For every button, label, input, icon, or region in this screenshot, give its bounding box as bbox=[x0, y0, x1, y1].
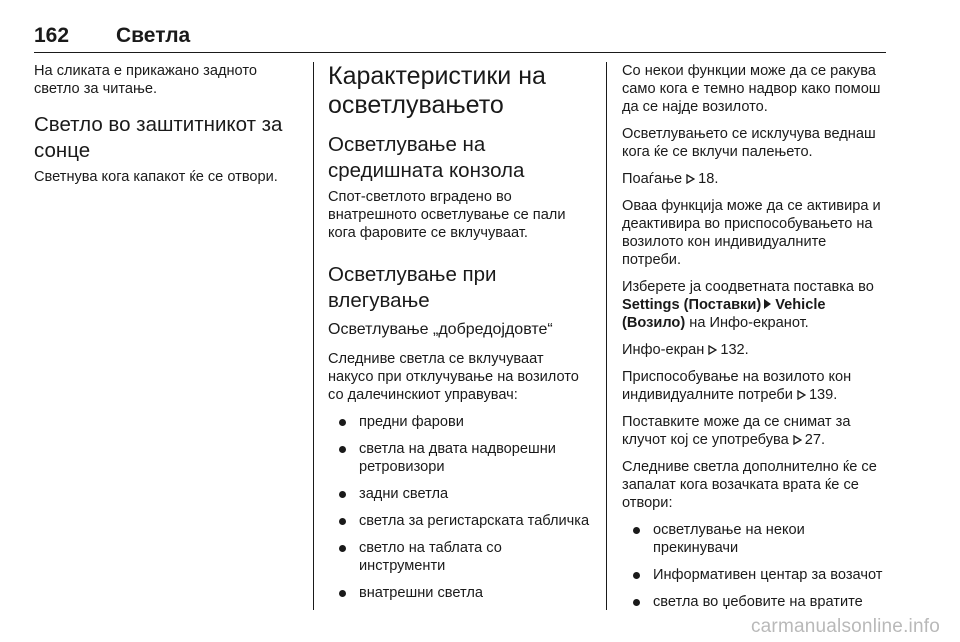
column-divider-2 bbox=[606, 62, 607, 610]
welcome-heading: Осветлување „добредојдовте“ bbox=[328, 321, 553, 338]
list-item: светла во џебовите на вратите bbox=[622, 593, 888, 611]
welcome-lights-list bbox=[328, 413, 590, 602]
list-item: светла на двата надворешни ретровизори bbox=[328, 440, 590, 476]
page-reference-icon bbox=[797, 390, 806, 400]
console-text: Спот-светлото вградено во внатрешното осветлување се пали кога фаровите се вклучуваат. bbox=[328, 189, 566, 241]
bullet-icon bbox=[339, 590, 346, 597]
watermark: carmanualsonline.info bbox=[750, 616, 940, 637]
bullet-icon bbox=[339, 491, 346, 498]
paragraph: Оваа функција може да се активира и деактивира во приспособувањето на возилото кон индивидуалните потреби. bbox=[622, 198, 881, 268]
paragraph: Со некои функции може да се ракува само кога е темно надвор како помош да се најде возилото. bbox=[622, 63, 881, 115]
welcome-text: Следниве светла се вклучуваат накусо при отклучување на возилото со далечинскиот управувач: bbox=[328, 351, 579, 403]
paragraph: Изберете ја соодветната поставка во Settings (Поставки) Vehicle (Возило) на Инфо-екранот. bbox=[622, 279, 874, 331]
column-divider-1 bbox=[313, 62, 314, 610]
door-lights-list bbox=[622, 521, 888, 611]
paragraph: Инфо-екран 132. bbox=[622, 342, 749, 358]
page-header bbox=[34, 24, 886, 52]
column-3 bbox=[622, 62, 888, 620]
page-reference-icon bbox=[708, 345, 717, 355]
intro-paragraph: На сликата е прикажано задното светло за читање. bbox=[34, 63, 257, 97]
menu-settings: Settings (Поставки) bbox=[622, 297, 762, 313]
paragraph: Приспособување на возилото кон индивидуалните потреби 139. bbox=[622, 369, 852, 403]
column-1 bbox=[34, 62, 300, 195]
list-item: Информативен центар за возачот bbox=[622, 566, 888, 584]
list-item: внатрешни светла bbox=[328, 584, 590, 602]
sun-visor-text: Светнува кога капакот ќе се отвори. bbox=[34, 169, 278, 185]
menu-vehicle: Vehicle (Возило) bbox=[622, 297, 826, 331]
menu-arrow-icon bbox=[764, 299, 771, 309]
entry-heading: Осветлување при влегување bbox=[328, 263, 497, 312]
list-item: осветлување на некои прекинувачи bbox=[622, 521, 888, 557]
list-item: задни светла bbox=[328, 485, 590, 503]
bullet-icon bbox=[339, 518, 346, 525]
list-item: светла за регистарската табличка bbox=[328, 512, 590, 530]
main-heading: Карактеристики на осветлувањето bbox=[328, 62, 546, 119]
bullet-icon bbox=[339, 419, 346, 426]
bullet-icon bbox=[339, 545, 346, 552]
bullet-icon bbox=[633, 599, 640, 606]
page-number: 162 bbox=[34, 24, 70, 47]
sun-visor-heading: Светло во заштитникот за сонце bbox=[34, 113, 283, 162]
page-reference-icon bbox=[793, 435, 802, 445]
bullet-icon bbox=[339, 446, 346, 453]
paragraph: Поставките може да се снимат за клучот кој се употребува 27. bbox=[622, 414, 851, 448]
column-2 bbox=[328, 62, 590, 611]
list-item: предни фарови bbox=[328, 413, 590, 431]
list-item: светло на таблата со инструменти bbox=[328, 539, 590, 575]
page-reference-icon bbox=[686, 174, 695, 184]
paragraph: Следниве светла дополнително ќе се запалат кога возачката врата ќе се отвори: bbox=[622, 459, 877, 511]
bullet-icon bbox=[633, 572, 640, 579]
paragraph: Поаѓање 18. bbox=[622, 171, 719, 187]
section-title: Светла bbox=[116, 24, 191, 47]
paragraph: Осветлувањето се исклучува веднаш кога ќе се вклучи палењето. bbox=[622, 126, 876, 160]
console-heading: Осветлување на средишната конзола bbox=[328, 133, 525, 182]
header-divider bbox=[34, 52, 886, 53]
bullet-icon bbox=[633, 527, 640, 534]
